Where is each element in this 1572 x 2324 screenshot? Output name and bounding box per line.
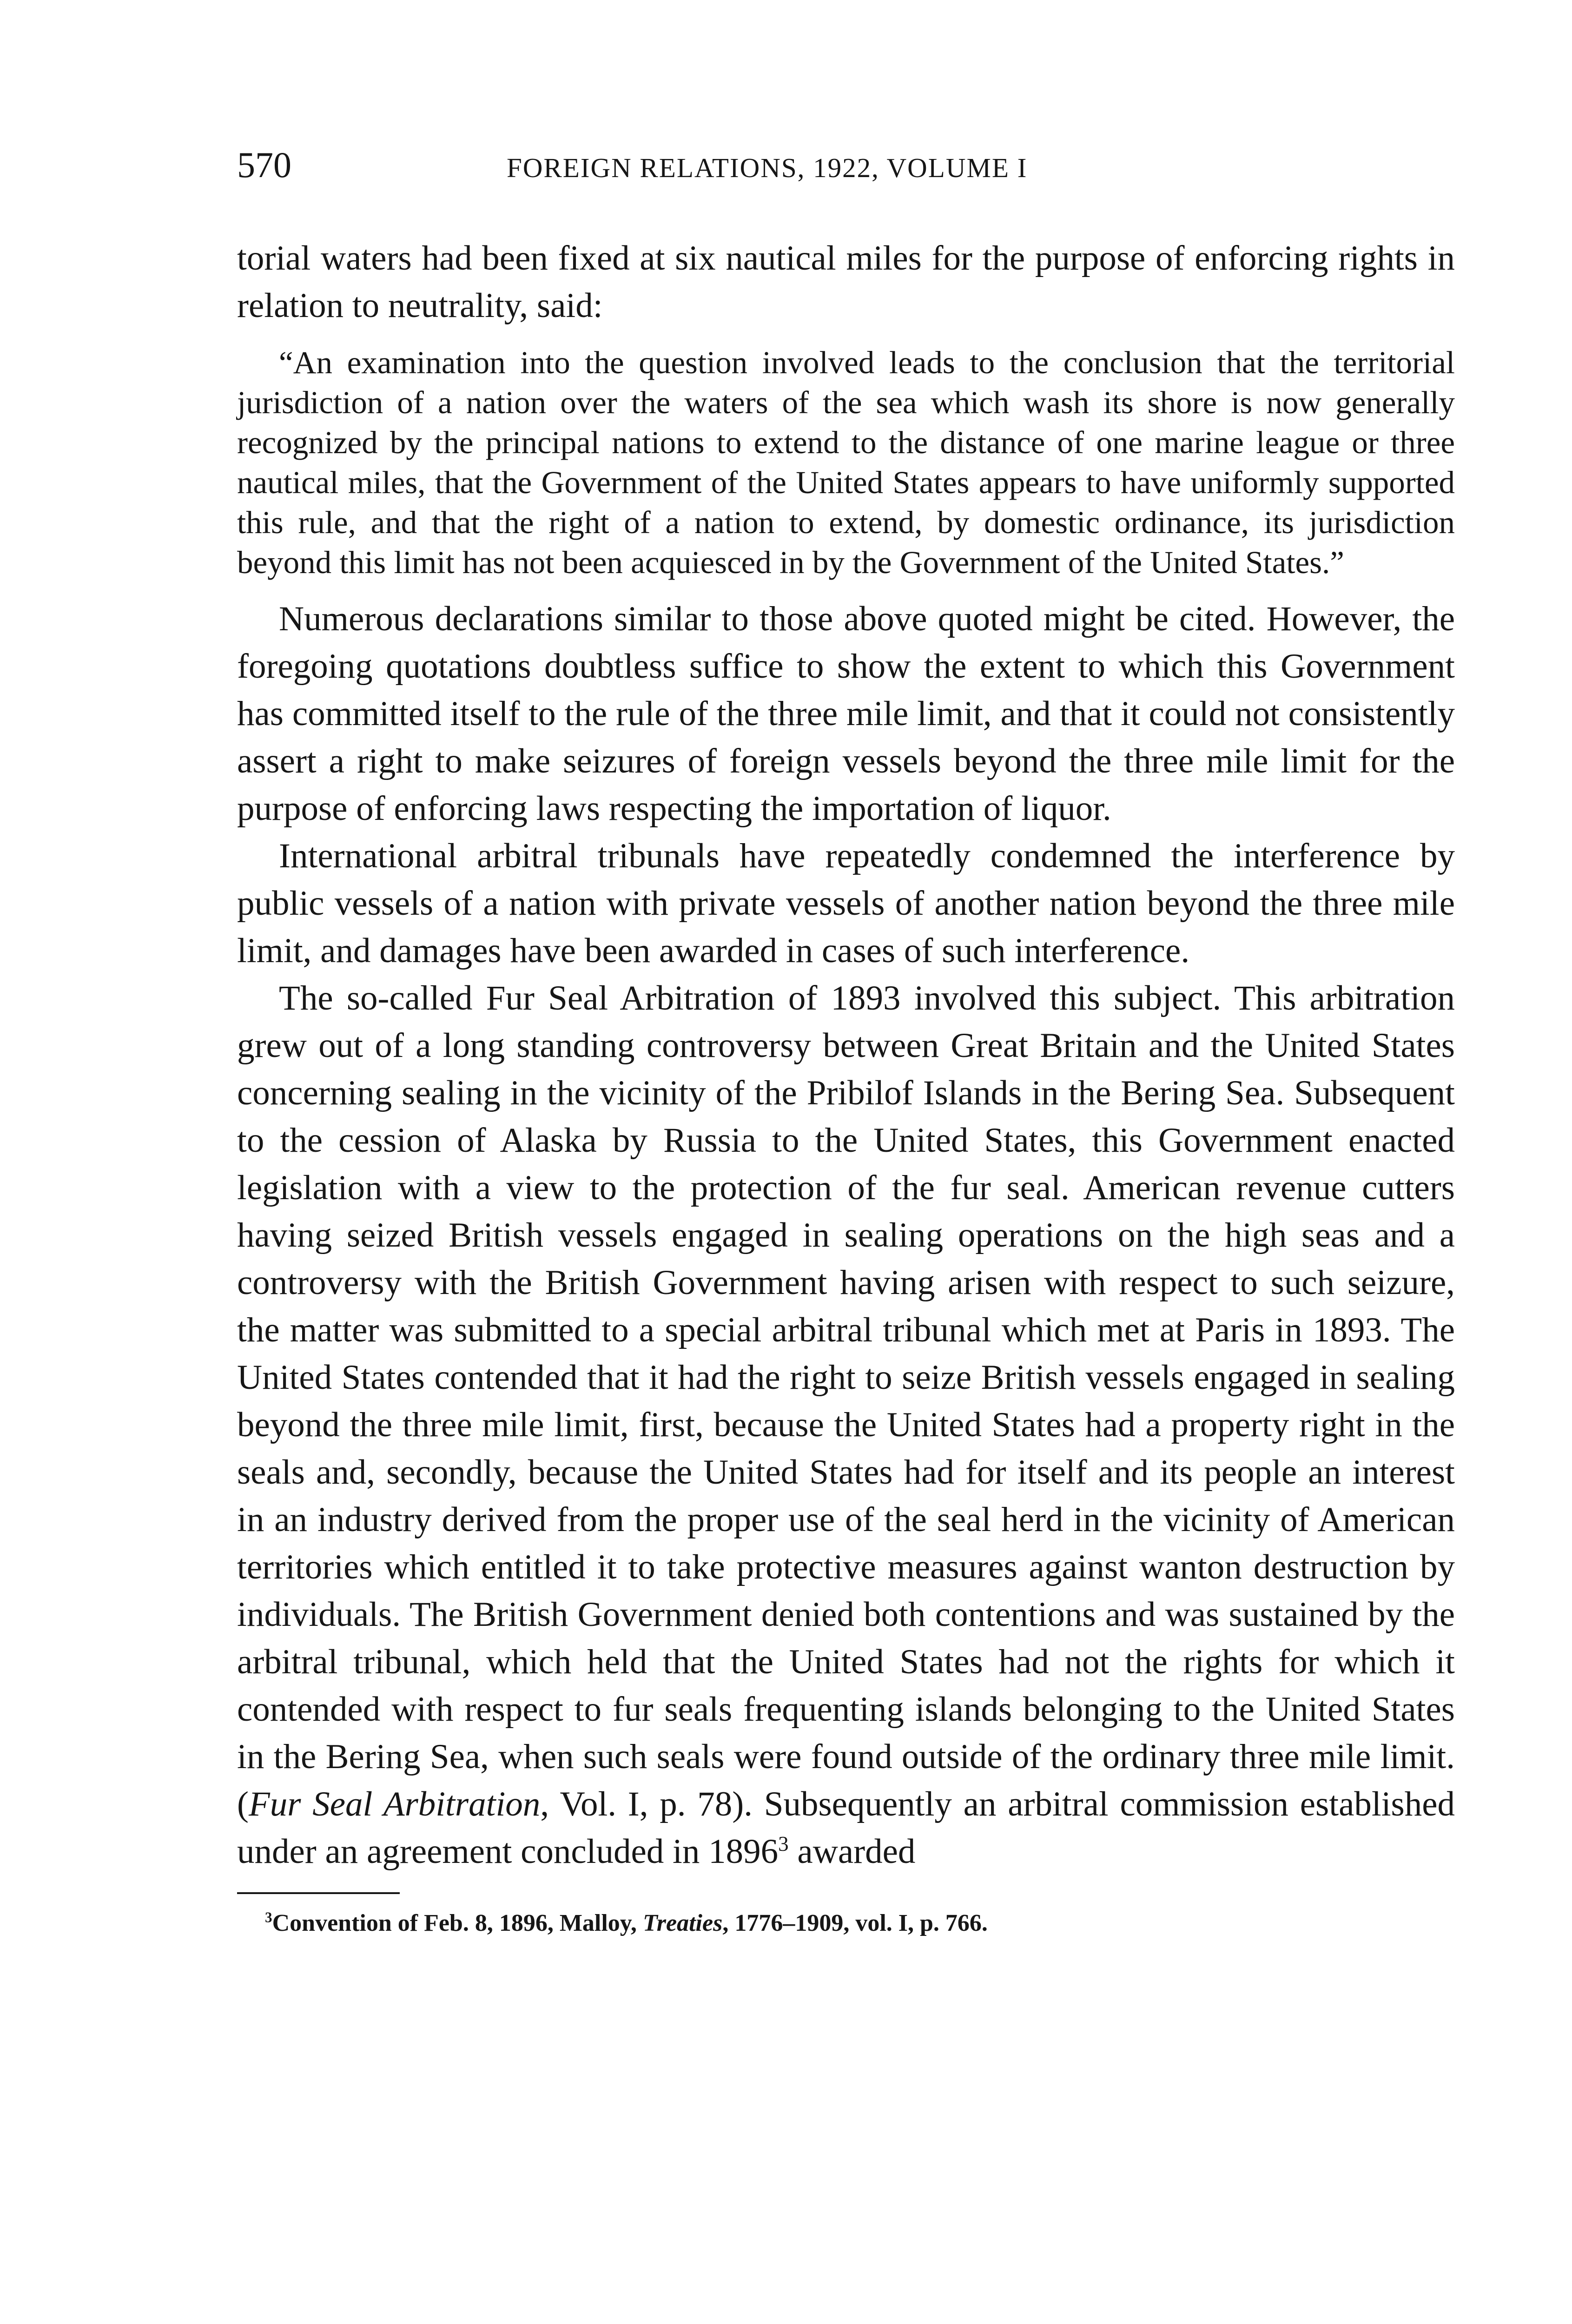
fur-seal-citation: , Vol. I, p. 78). Subsequently an arbitral commission established under an agreement concluded in 1896 — [237, 1785, 1455, 1871]
footnote-text-end: , 1776–1909, vol. I, p. 766. — [722, 1910, 988, 1936]
footnote-divider — [237, 1892, 400, 1894]
fur-seal-text: The so-called Fur Seal Arbitration of 1893 involved this subject. This arbitration grew out of a long standing controversy between Great Britain and the United States concerning sealing in the vicinity of the Pribilof Islands in the Bering Sea. Subsequent to the cession of Alaska by Russia to the United States, this Government enacted legislation with a view to the protection of the fur seal. American revenue cutters having seized British vessels engaged in sealing operations on the high seas and a controversy with the British Government having arisen with respect to such seizure, the matter was submitted to a special arbitral tribunal which met at Paris in 1893. The United States contended that it had the right to seize British vessels engaged in sealing beyond the three mile limit, first, because the United States had a property right in the seals and, secondly, because the United States had for itself and its people an interest in an industry derived from the proper use of the seal herd in the vicinity of American territories which entitled it to take protective measures against wanton destruction by individuals. The British Government denied both contentions and was sustained by the arbitral tribunal, which held that the United States had not the rights for which it contended with respect to fur seals frequenting islands belonging to the United States in the Bering Sea, when such seals were found outside of the ordinary three mile limit. ( — [237, 979, 1455, 1823]
body-text-main — [237, 595, 1455, 1875]
footnote-reference: 3 — [778, 1832, 789, 1855]
running-head-title: FOREIGN RELATIONS, 1922, VOLUME I — [507, 152, 1028, 183]
paragraph-fur-seal — [237, 975, 1455, 1875]
paragraph-arbitral-tribunals: International arbitral tribunals have repeatedly condemned the interference by public vessels of a nation with private vessels of another nation beyond the three mile limit, and damages have been awarded in cases of such interference. — [237, 837, 1455, 970]
footnote-marker: 3 — [265, 1909, 272, 1926]
footnote-italic: Treaties — [642, 1910, 723, 1936]
quote-paragraph: “An examination into the question involved leads to the conclusion that the territorial jurisdiction of a nation over the waters of the sea which wash its shore is now generally recognized by the principal nations to extend to the distance of one marine league or three nautical miles, that the Government of the United States appears to have uniformly supported this rule, and that the right of a nation to extend, by domestic ordinance, its jurisdiction beyond this limit has not been acquiesced in by the Government of the United States.” — [237, 345, 1455, 580]
paragraph-declarations: Numerous declarations similar to those above quoted might be cited. However, the foregoing quotations doubtless suffice to show the extent to which this Government has committed itself to the rule of the three mile limit, and that it could not consistently assert a right to make seizures of foreign vessels beyond the three mile limit for the purpose of enforcing laws respecting the importation of liquor. — [237, 600, 1455, 828]
fur-seal-text-end: awarded — [788, 1832, 916, 1871]
paragraph-continuation: torial waters had been fixed at six nautical miles for the purpose of enforcing rights in relation to neutrality, said: — [237, 239, 1455, 325]
footnote-text: Convention of Feb. 8, 1896, Malloy, — [272, 1910, 643, 1936]
footnote — [237, 1907, 1455, 1940]
body-text — [237, 235, 1455, 330]
page-number: 570 — [237, 145, 291, 185]
fur-seal-citation-title: Fur Seal Arbitration — [248, 1785, 541, 1823]
running-head — [237, 139, 1455, 191]
document-page — [237, 139, 1455, 1940]
block-quote — [237, 343, 1455, 582]
